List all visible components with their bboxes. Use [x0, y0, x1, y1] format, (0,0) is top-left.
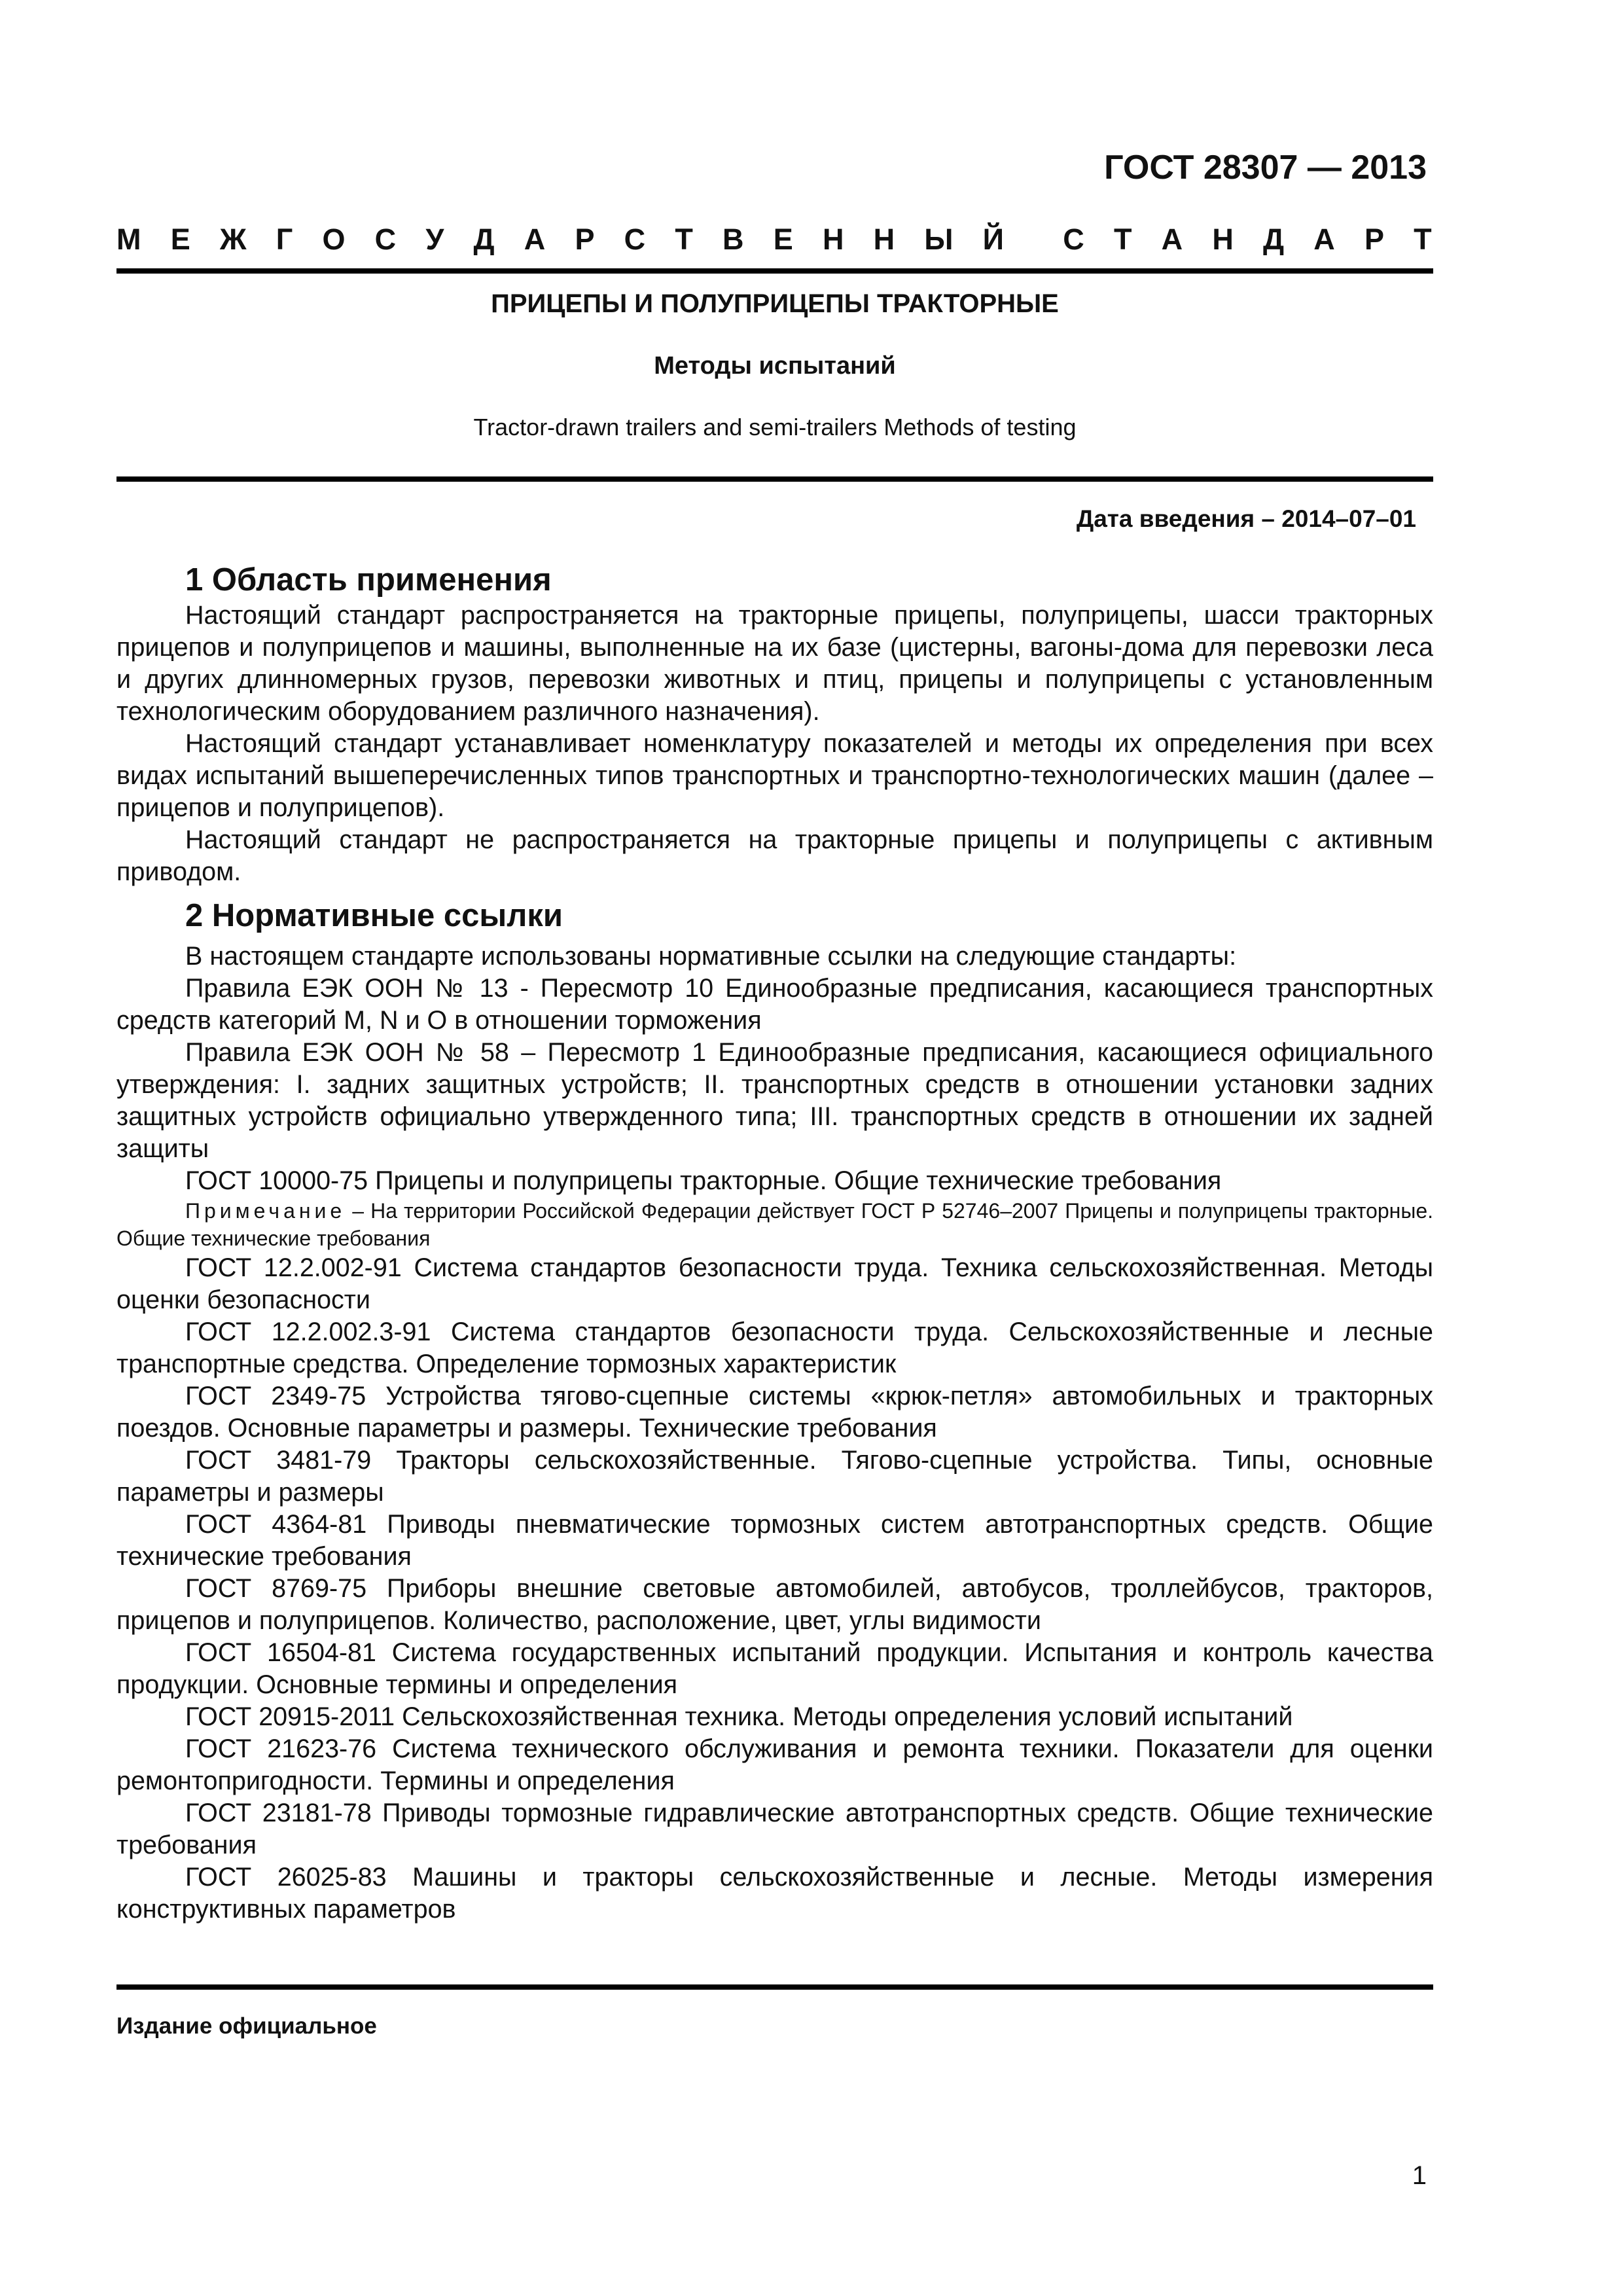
banner-letter: Е: [773, 223, 793, 256]
banner-letter: Н: [1212, 223, 1234, 256]
note-text: – На территории Российской Федерации действует ГОСТ Р 52746–2007 Прицепы и полуприцепы тракторные. Общие технические требования: [116, 1199, 1433, 1250]
reference-item: ГОСТ 21623-76 Система технического обслуживания и ремонта техники. Показатели для оценки ремонтопригодности. Термины и определения: [116, 1734, 1433, 1795]
note-label: Примечание: [185, 1199, 346, 1223]
paragraph: Настоящий стандарт устанавливает номенклатуру показателей и методы их определения при всех видах испытаний вышеперечисленных типов транспортных и транспортно-технологических машин (далее – прицепов и полуприцепов).: [116, 729, 1433, 822]
reference-item: Правила ЕЭК ООН № 58 – Пересмотр 1 Единообразные предписания, касающиеся официального утверждения: I. задних защитных устройств; II. транспортных средств в отношении установки задних защитных устройств официально утвержденного типа; III. транспортных средств в отношении их задней защиты: [116, 1038, 1433, 1163]
reference-item: ГОСТ 12.2.002-91 Система стандартов безопасности труда. Техника сельскохозяйственная. Методы оценки безопасности: [116, 1253, 1433, 1314]
banner-letter: В: [722, 223, 744, 256]
document-subtitle: Методы испытаний: [654, 352, 896, 380]
banner-letter: Р: [575, 223, 595, 256]
paragraph: Настоящий стандарт распространяется на тракторные прицепы, полуприцепы, шасси тракторных прицепов и полуприцепов и машины, выполненные на их базе (цистерны, вагоны-дома для перевозки леса и других длинномерных грузов, перевозки животных и птиц, прицепы и полуприцепы с установленным технологическим оборудованием различного назначения).: [116, 601, 1433, 726]
banner-letter: Ы: [924, 223, 954, 256]
interstate-standard-banner: [116, 223, 1432, 257]
banner-letter: Д: [473, 223, 495, 256]
reference-item: ГОСТ 20915-2011 Сельскохозяйственная техника. Методы определения условий испытаний: [185, 1702, 1293, 1731]
banner-letter: Ж: [219, 223, 247, 256]
banner-letter: У: [425, 223, 444, 256]
standard-code: ГОСТ 28307 — 2013: [1104, 149, 1427, 187]
banner-letter: Д: [1263, 223, 1285, 256]
banner-letter: Т: [1113, 223, 1132, 256]
banner-letter: Р: [1364, 223, 1384, 256]
reference-item: ГОСТ 8769-75 Приборы внешние световые автомобилей, автобусов, троллейбусов, тракторов, прицепов и полуприцепов. Количество, расположение, цвет, углы видимости: [116, 1574, 1433, 1635]
official-edition-label: Издание официальное: [116, 2013, 377, 2039]
reference-item: ГОСТ 26025-83 Машины и тракторы сельскохозяйственные и лесные. Методы измерения конструктивных параметров: [116, 1863, 1433, 1924]
banner-letter: О: [322, 223, 346, 256]
footer-divider: [116, 1984, 1433, 1990]
document-title: ПРИЦЕПЫ И ПОЛУПРИЦЕПЫ ТРАКТОРНЫЕ: [491, 289, 1059, 318]
banner-letter: Н: [822, 223, 844, 256]
banner-letter: Е: [170, 223, 190, 256]
note: [116, 1197, 1433, 1252]
banner-letter: Г: [276, 223, 293, 256]
reference-item: ГОСТ 12.2.002.3-91 Система стандартов безопасности труда. Сельскохозяйственные и лесные транспортные средства. Определение тормозных характеристик: [116, 1318, 1433, 1378]
paragraph-intro: В настоящем стандарте использованы нормативные ссылки на следующие стандарты:: [185, 942, 1237, 971]
banner-letter: С: [1063, 223, 1084, 256]
reference-item: ГОСТ 2349-75 Устройства тягово-сцепные системы «крюк-петля» автомобильных и тракторных поездов. Основные параметры и размеры. Технические требования: [116, 1382, 1433, 1443]
banner-letter: А: [524, 223, 546, 256]
title-divider: [116, 476, 1433, 482]
reference-item: ГОСТ 10000-75 Прицепы и полуприцепы тракторные. Общие технические требования: [185, 1166, 1222, 1195]
reference-item: ГОСТ 4364-81 Приводы пневматические тормозных систем автотранспортных средств. Общие технические требования: [116, 1510, 1433, 1571]
top-divider: [116, 268, 1433, 274]
banner-letter: С: [374, 223, 397, 256]
banner-letter: А: [1313, 223, 1335, 256]
section-heading-references: 2 Нормативные ссылки: [185, 898, 563, 933]
page-number: 1: [1412, 2161, 1427, 2190]
reference-item: ГОСТ 3481-79 Тракторы сельскохозяйственные. Тягово-сцепные устройства. Типы, основные параметры и размеры: [116, 1446, 1433, 1507]
banner-letter: Н: [873, 223, 895, 256]
banner-letter: Й: [982, 223, 1004, 256]
banner-letter: Т: [675, 223, 693, 256]
banner-letter: С: [624, 223, 646, 256]
paragraph: Настоящий стандарт не распространяется на тракторные прицепы и полуприцепы с активным приводом.: [116, 825, 1433, 886]
document-body: [116, 560, 1433, 1926]
reference-item: ГОСТ 23181-78 Приводы тормозные гидравлические автотранспортных средств. Общие технические требования: [116, 1799, 1433, 1859]
english-title: Tractor-drawn trailers and semi-trailers Methods of testing: [473, 414, 1077, 440]
banner-letter: А: [1161, 223, 1183, 256]
banner-letter: Т: [1414, 223, 1432, 256]
reference-item: ГОСТ 16504-81 Система государственных испытаний продукции. Испытания и контроль качества продукции. Основные термины и определения: [116, 1638, 1433, 1699]
reference-item: Правила ЕЭК ООН № 13 - Пересмотр 10 Единообразные предписания, касающиеся транспортных средств категорий M, N и О в отношении торможения: [116, 974, 1433, 1035]
banner-letter: М: [116, 223, 141, 256]
effective-date: Дата введения – 2014–07–01: [1076, 505, 1416, 532]
section-heading-scope: 1 Область применения: [185, 562, 552, 598]
